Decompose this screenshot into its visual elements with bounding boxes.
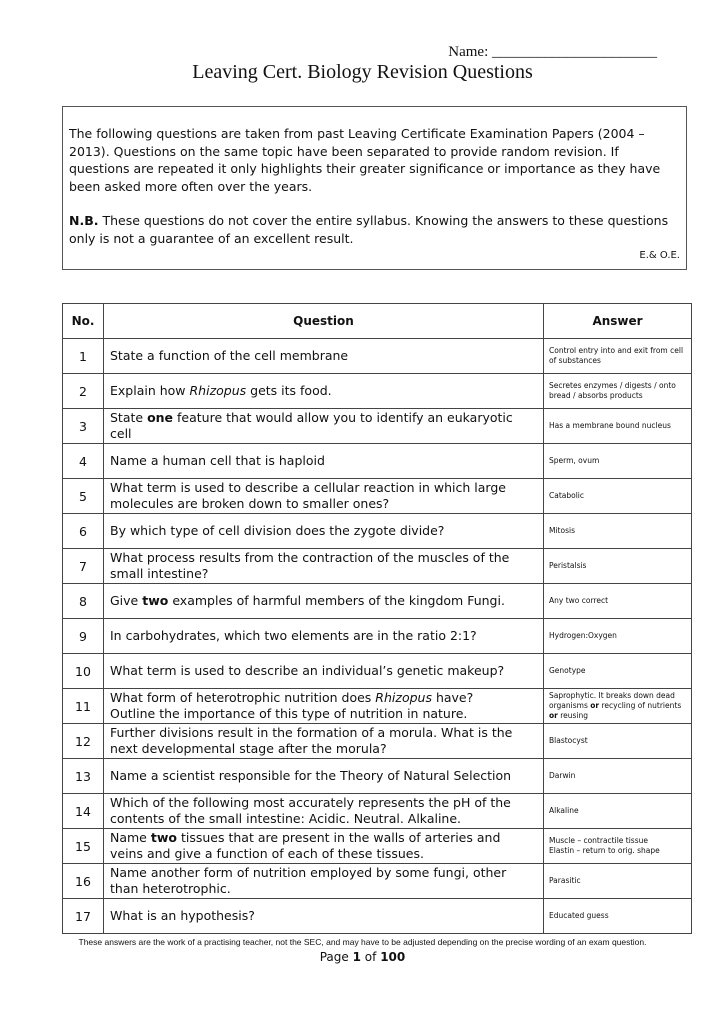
question-cell bbox=[104, 794, 544, 829]
answer-text: reusing bbox=[557, 711, 589, 720]
question-cell bbox=[104, 444, 544, 479]
table-row bbox=[63, 794, 692, 829]
answer-cell bbox=[544, 479, 692, 514]
answer-text: Muscle – contractile tissue bbox=[549, 836, 648, 845]
name-label: Name: bbox=[448, 44, 489, 60]
question-number: 3 bbox=[63, 409, 104, 444]
page-number bbox=[0, 950, 725, 964]
question-number: 7 bbox=[63, 549, 104, 584]
page-current: 1 bbox=[352, 950, 361, 964]
question-number: 9 bbox=[63, 619, 104, 654]
table-row bbox=[63, 619, 692, 654]
answer-text: Saprophytic. It breaks down dead organisms bbox=[549, 691, 675, 710]
answer-cell bbox=[544, 444, 692, 479]
answer-text: Peristalsis bbox=[549, 561, 587, 570]
question-cell bbox=[104, 899, 544, 934]
answer-cell bbox=[544, 339, 692, 374]
question-number: 14 bbox=[63, 794, 104, 829]
question-number: 15 bbox=[63, 829, 104, 864]
answer-text: Mitosis bbox=[549, 526, 575, 535]
table-row bbox=[63, 444, 692, 479]
table-header-row bbox=[63, 304, 692, 339]
question-number: 8 bbox=[63, 584, 104, 619]
answer-text: Control entry into and exit from cell of substances bbox=[549, 346, 684, 365]
table-row bbox=[63, 829, 692, 864]
question-text: Give bbox=[110, 593, 143, 608]
table-row bbox=[63, 759, 692, 794]
answer-text: Darwin bbox=[549, 771, 576, 780]
answer-cell bbox=[544, 864, 692, 899]
table-row bbox=[63, 654, 692, 689]
nb-text: These questions do not cover the entire syllabus. Knowing the answers to these questions only is not a guarantee of an excellent result. bbox=[69, 213, 669, 246]
table-row bbox=[63, 549, 692, 584]
question-text: have? bbox=[431, 690, 474, 705]
header-no: No. bbox=[63, 304, 104, 339]
answer-cell bbox=[544, 409, 692, 444]
question-text: examples of harmful members of the kingdom Fungi. bbox=[168, 593, 505, 608]
answer-cell bbox=[544, 619, 692, 654]
intro-paragraph: The following questions are taken from past Leaving Certificate Examination Papers (2004 – 2013). Questions on the same topic have been separated to provide random revision. If questions are repeated it only highlights their greater significance or importance as they have been asked more often over the years. bbox=[69, 126, 661, 194]
answer-cell bbox=[544, 759, 692, 794]
question-number: 11 bbox=[63, 689, 104, 724]
question-cell bbox=[104, 829, 544, 864]
question-text: By which type of cell division does the zygote divide? bbox=[110, 523, 445, 538]
question-text: State a function of the cell membrane bbox=[110, 348, 349, 363]
answer-cell bbox=[544, 374, 692, 409]
answer-cell bbox=[544, 514, 692, 549]
question-text: State bbox=[110, 410, 148, 425]
answer-text: Parasitic bbox=[549, 876, 581, 885]
question-text: What term is used to describe a cellular reaction in which large molecules are broken down to smaller ones? bbox=[110, 480, 506, 511]
question-text: Name a scientist responsible for the Theory of Natural Selection bbox=[110, 768, 512, 783]
nb-label: N.B. bbox=[69, 213, 99, 228]
question-cell bbox=[104, 549, 544, 584]
answer-cell bbox=[544, 724, 692, 759]
header-answer: Answer bbox=[544, 304, 692, 339]
question-text: What form of heterotrophic nutrition does bbox=[110, 690, 376, 705]
question-cell bbox=[104, 654, 544, 689]
question-number: 16 bbox=[63, 864, 104, 899]
answer-cell bbox=[544, 829, 692, 864]
question-cell bbox=[104, 374, 544, 409]
question-text: Which of the following most accurately represents the pH of the contents of the small intestine: Acidic. Neutral. Alkaline. bbox=[110, 795, 511, 826]
table-row bbox=[63, 724, 692, 759]
questions-table bbox=[62, 303, 692, 934]
question-cell bbox=[104, 339, 544, 374]
question-number: 2 bbox=[63, 374, 104, 409]
question-text: Name bbox=[110, 830, 151, 845]
question-text: What is an hypothesis? bbox=[110, 908, 255, 923]
question-cell bbox=[104, 689, 544, 724]
answer-text: Hydrogen:Oxygen bbox=[549, 631, 617, 640]
answer-cell bbox=[544, 899, 692, 934]
question-number: 13 bbox=[63, 759, 104, 794]
table-row bbox=[63, 479, 692, 514]
question-text: feature that would allow you to identify an eukaryotic cell bbox=[110, 410, 513, 441]
question-text: Rhizopus bbox=[375, 690, 432, 705]
answer-cell bbox=[544, 584, 692, 619]
question-text: two bbox=[142, 593, 169, 608]
question-cell bbox=[104, 619, 544, 654]
question-text: Name a human cell that is haploid bbox=[110, 453, 325, 468]
nb-paragraph bbox=[69, 212, 680, 247]
answer-cell bbox=[544, 549, 692, 584]
question-cell bbox=[104, 759, 544, 794]
question-text: Rhizopus bbox=[189, 383, 247, 398]
question-number: 12 bbox=[63, 724, 104, 759]
table-row bbox=[63, 864, 692, 899]
answer-text: Elastin – return to orig. shape bbox=[549, 846, 660, 855]
table-row bbox=[63, 339, 692, 374]
table-row bbox=[63, 374, 692, 409]
question-text: Further divisions result in the formation of a morula. What is the next developmental stage after the morula? bbox=[110, 725, 513, 756]
answer-text: Genotype bbox=[549, 666, 586, 675]
question-number: 1 bbox=[63, 339, 104, 374]
answer-text: Sperm, ovum bbox=[549, 456, 600, 465]
table-row bbox=[63, 409, 692, 444]
question-number: 10 bbox=[63, 654, 104, 689]
table-row bbox=[63, 689, 692, 724]
answer-text: Catabolic bbox=[549, 491, 585, 500]
questions-table-body bbox=[63, 339, 692, 934]
question-text: one bbox=[147, 410, 174, 425]
answer-text: recycling of nutrients bbox=[599, 701, 682, 710]
table-row bbox=[63, 584, 692, 619]
answer-text: Secretes enzymes / digests / onto bread / absorbs products bbox=[549, 381, 676, 400]
question-cell bbox=[104, 409, 544, 444]
question-number: 17 bbox=[63, 899, 104, 934]
table-row bbox=[63, 514, 692, 549]
answer-text: Any two correct bbox=[549, 596, 609, 605]
question-number: 6 bbox=[63, 514, 104, 549]
question-text: What process results from the contraction of the muscles of the small intestine? bbox=[110, 550, 510, 581]
answer-cell bbox=[544, 794, 692, 829]
page-total: 100 bbox=[380, 950, 406, 964]
eoe-signoff: E.& O.E. bbox=[639, 249, 680, 261]
question-cell bbox=[104, 864, 544, 899]
answer-text: Alkaline bbox=[549, 806, 579, 815]
name-field-line bbox=[448, 44, 657, 61]
question-number: 5 bbox=[63, 479, 104, 514]
question-text: tissues that are present in the walls of arteries and veins and give a function of each of these tissues. bbox=[110, 830, 501, 861]
header-question: Question bbox=[104, 304, 544, 339]
page-of: of bbox=[364, 950, 377, 964]
question-cell bbox=[104, 724, 544, 759]
table-row bbox=[63, 899, 692, 934]
answer-text: or bbox=[590, 701, 600, 710]
disclaimer-footnote: These answers are the work of a practising teacher, not the SEC, and may have to be adjusted depending on the precise wording of an exam question. bbox=[78, 937, 647, 947]
name-blank: ______________________ bbox=[492, 44, 657, 60]
intro-box bbox=[62, 106, 687, 270]
question-cell bbox=[104, 479, 544, 514]
answer-text: Blastocyst bbox=[549, 736, 588, 745]
question-text: In carbohydrates, which two elements are in the ratio 2:1? bbox=[110, 628, 477, 643]
question-text: two bbox=[150, 830, 177, 845]
question-cell bbox=[104, 584, 544, 619]
answer-text: Has a membrane bound nucleus bbox=[549, 421, 671, 430]
page-title: Leaving Cert. Biology Revision Questions bbox=[192, 61, 533, 83]
question-text: Name another form of nutrition employed by some fungi, other than heterotrophic. bbox=[110, 865, 507, 896]
question-text: What term is used to describe an individual’s genetic makeup? bbox=[110, 663, 505, 678]
answer-text: Educated guess bbox=[549, 911, 609, 920]
answer-cell bbox=[544, 689, 692, 724]
question-text: gets its food. bbox=[246, 383, 332, 398]
answer-cell bbox=[544, 654, 692, 689]
question-number: 4 bbox=[63, 444, 104, 479]
question-text: Explain how bbox=[110, 383, 190, 398]
page-word: Page bbox=[319, 950, 349, 964]
question-text: Outline the importance of this type of nutrition in nature. bbox=[110, 706, 468, 721]
question-cell bbox=[104, 514, 544, 549]
answer-text: or bbox=[549, 711, 558, 720]
